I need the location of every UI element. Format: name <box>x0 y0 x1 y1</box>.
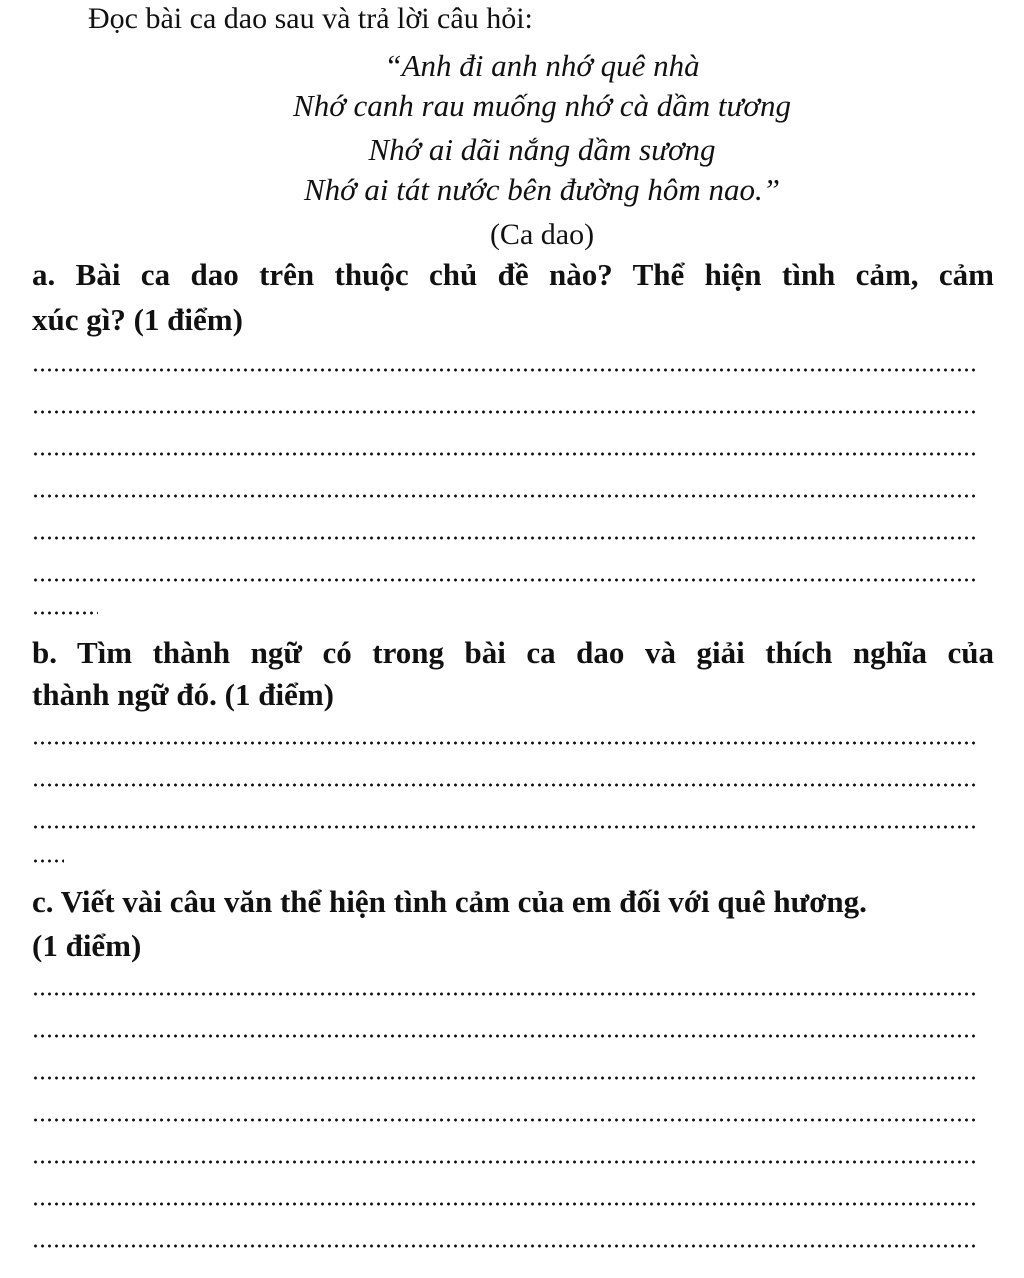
instruction-text: Đọc bài ca dao sau và trả lời câu hỏi: <box>88 2 533 35</box>
question-b-line-2: thành ngữ đó. (1 điểm) <box>32 677 334 712</box>
answer-a-line-5[interactable] <box>32 536 976 540</box>
answer-a-line-6[interactable] <box>32 578 976 582</box>
poem-line-3: Nhớ ai dãi nắng dầm sương <box>368 132 716 167</box>
answer-a-line-tail[interactable] <box>32 611 98 615</box>
question-b-line-1: b. Tìm thành ngữ có trong bài ca dao và giải thích nghĩa của <box>32 635 994 670</box>
poem-line-2: Nhớ canh rau muống nhớ cà dầm tương <box>293 88 791 123</box>
answer-a-line-3[interactable] <box>32 452 976 456</box>
answer-c-line-3[interactable] <box>32 1076 976 1080</box>
question-a-line-2: xúc gì? (1 điểm) <box>32 302 243 337</box>
answer-c-line-1[interactable] <box>32 992 976 996</box>
poem-line-4: Nhớ ai tát nước bên đường hôm nao.” <box>303 172 781 207</box>
answer-c-line-7[interactable] <box>32 1244 976 1248</box>
answer-c-line-5[interactable] <box>32 1160 976 1164</box>
question-c-line-1: c. Viết vài câu văn thể hiện tình cảm của em đối với quê hương. <box>32 884 867 919</box>
question-a-line-1: a. Bài ca dao trên thuộc chủ đề nào? Thể hiện tình cảm, cảm <box>32 257 994 292</box>
answer-b-line-2[interactable] <box>32 783 976 787</box>
answer-c-line-4[interactable] <box>32 1118 976 1122</box>
answer-a-line-1[interactable] <box>32 368 976 372</box>
answer-a-line-4[interactable] <box>32 494 976 498</box>
answer-c-line-2[interactable] <box>32 1034 976 1038</box>
answer-b-line-1[interactable] <box>32 741 976 745</box>
answer-b-line-tail[interactable] <box>32 859 64 863</box>
answer-b-line-3[interactable] <box>32 825 976 829</box>
poem-line-1: “Anh đi anh nhớ quê nhà <box>384 48 700 83</box>
poem-source: (Ca dao) <box>489 218 595 251</box>
question-c-line-2: (1 điểm) <box>32 928 142 963</box>
answer-a-line-2[interactable] <box>32 410 976 414</box>
answer-c-line-6[interactable] <box>32 1202 976 1206</box>
